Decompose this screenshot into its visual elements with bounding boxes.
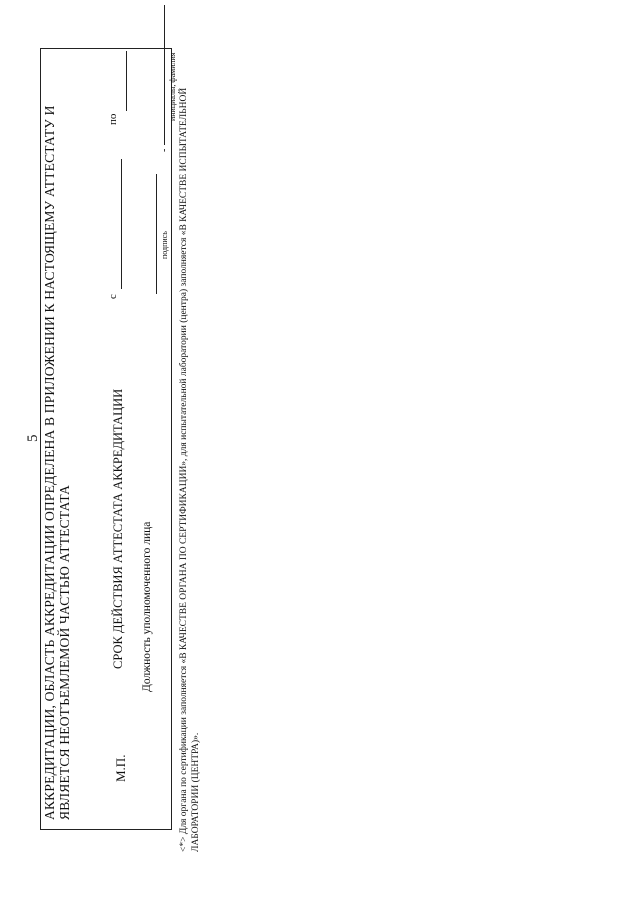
name-line	[164, 5, 165, 145]
footnote: <*> Для органа по сертификации заполняется «В КАЧЕСТВЕ ОРГАНА ПО СЕРТИФИКАЦИИ», для испытательной лаборатории (центра) заполняется «В КАЧЕСТВЕ ИСПЫТАТЕЛЬНОЙ ЛАБОРАТОРИИ (ЦЕНТРА)».	[179, 87, 201, 852]
signature-caption: подпись	[160, 231, 169, 259]
stamp-place-label: М.П.	[113, 754, 128, 782]
dash-mark: -	[159, 148, 170, 152]
from-date-line	[121, 159, 122, 289]
page-number: 5	[25, 434, 41, 442]
signature-line	[156, 174, 157, 294]
name-caption: инициалы, фамилия	[168, 52, 177, 121]
certificate-form-frame	[40, 48, 177, 830]
validity-period-label: СРОК ДЕЙСТВИЯ АТТЕСТАТА АККРЕДИТАЦИИ	[111, 388, 125, 669]
from-label: с	[107, 294, 119, 299]
accreditation-scope-text: АККРЕДИТАЦИИ, ОБЛАСТЬ АККРЕДИТАЦИИ ОПРЕДЕЛЕНА В ПРИЛОЖЕНИИ К НАСТОЯЩЕМУ АТТЕСТАТУ И ЯВЛЯЕТСЯ НЕОТЪЕМЛЕМОЙ ЧАСТЬЮ АТТЕСТАТА	[42, 105, 72, 820]
to-label: по	[107, 113, 119, 125]
to-date-line	[126, 51, 127, 111]
authorized-person-position-label: Должность уполномоченного лица	[141, 521, 153, 692]
